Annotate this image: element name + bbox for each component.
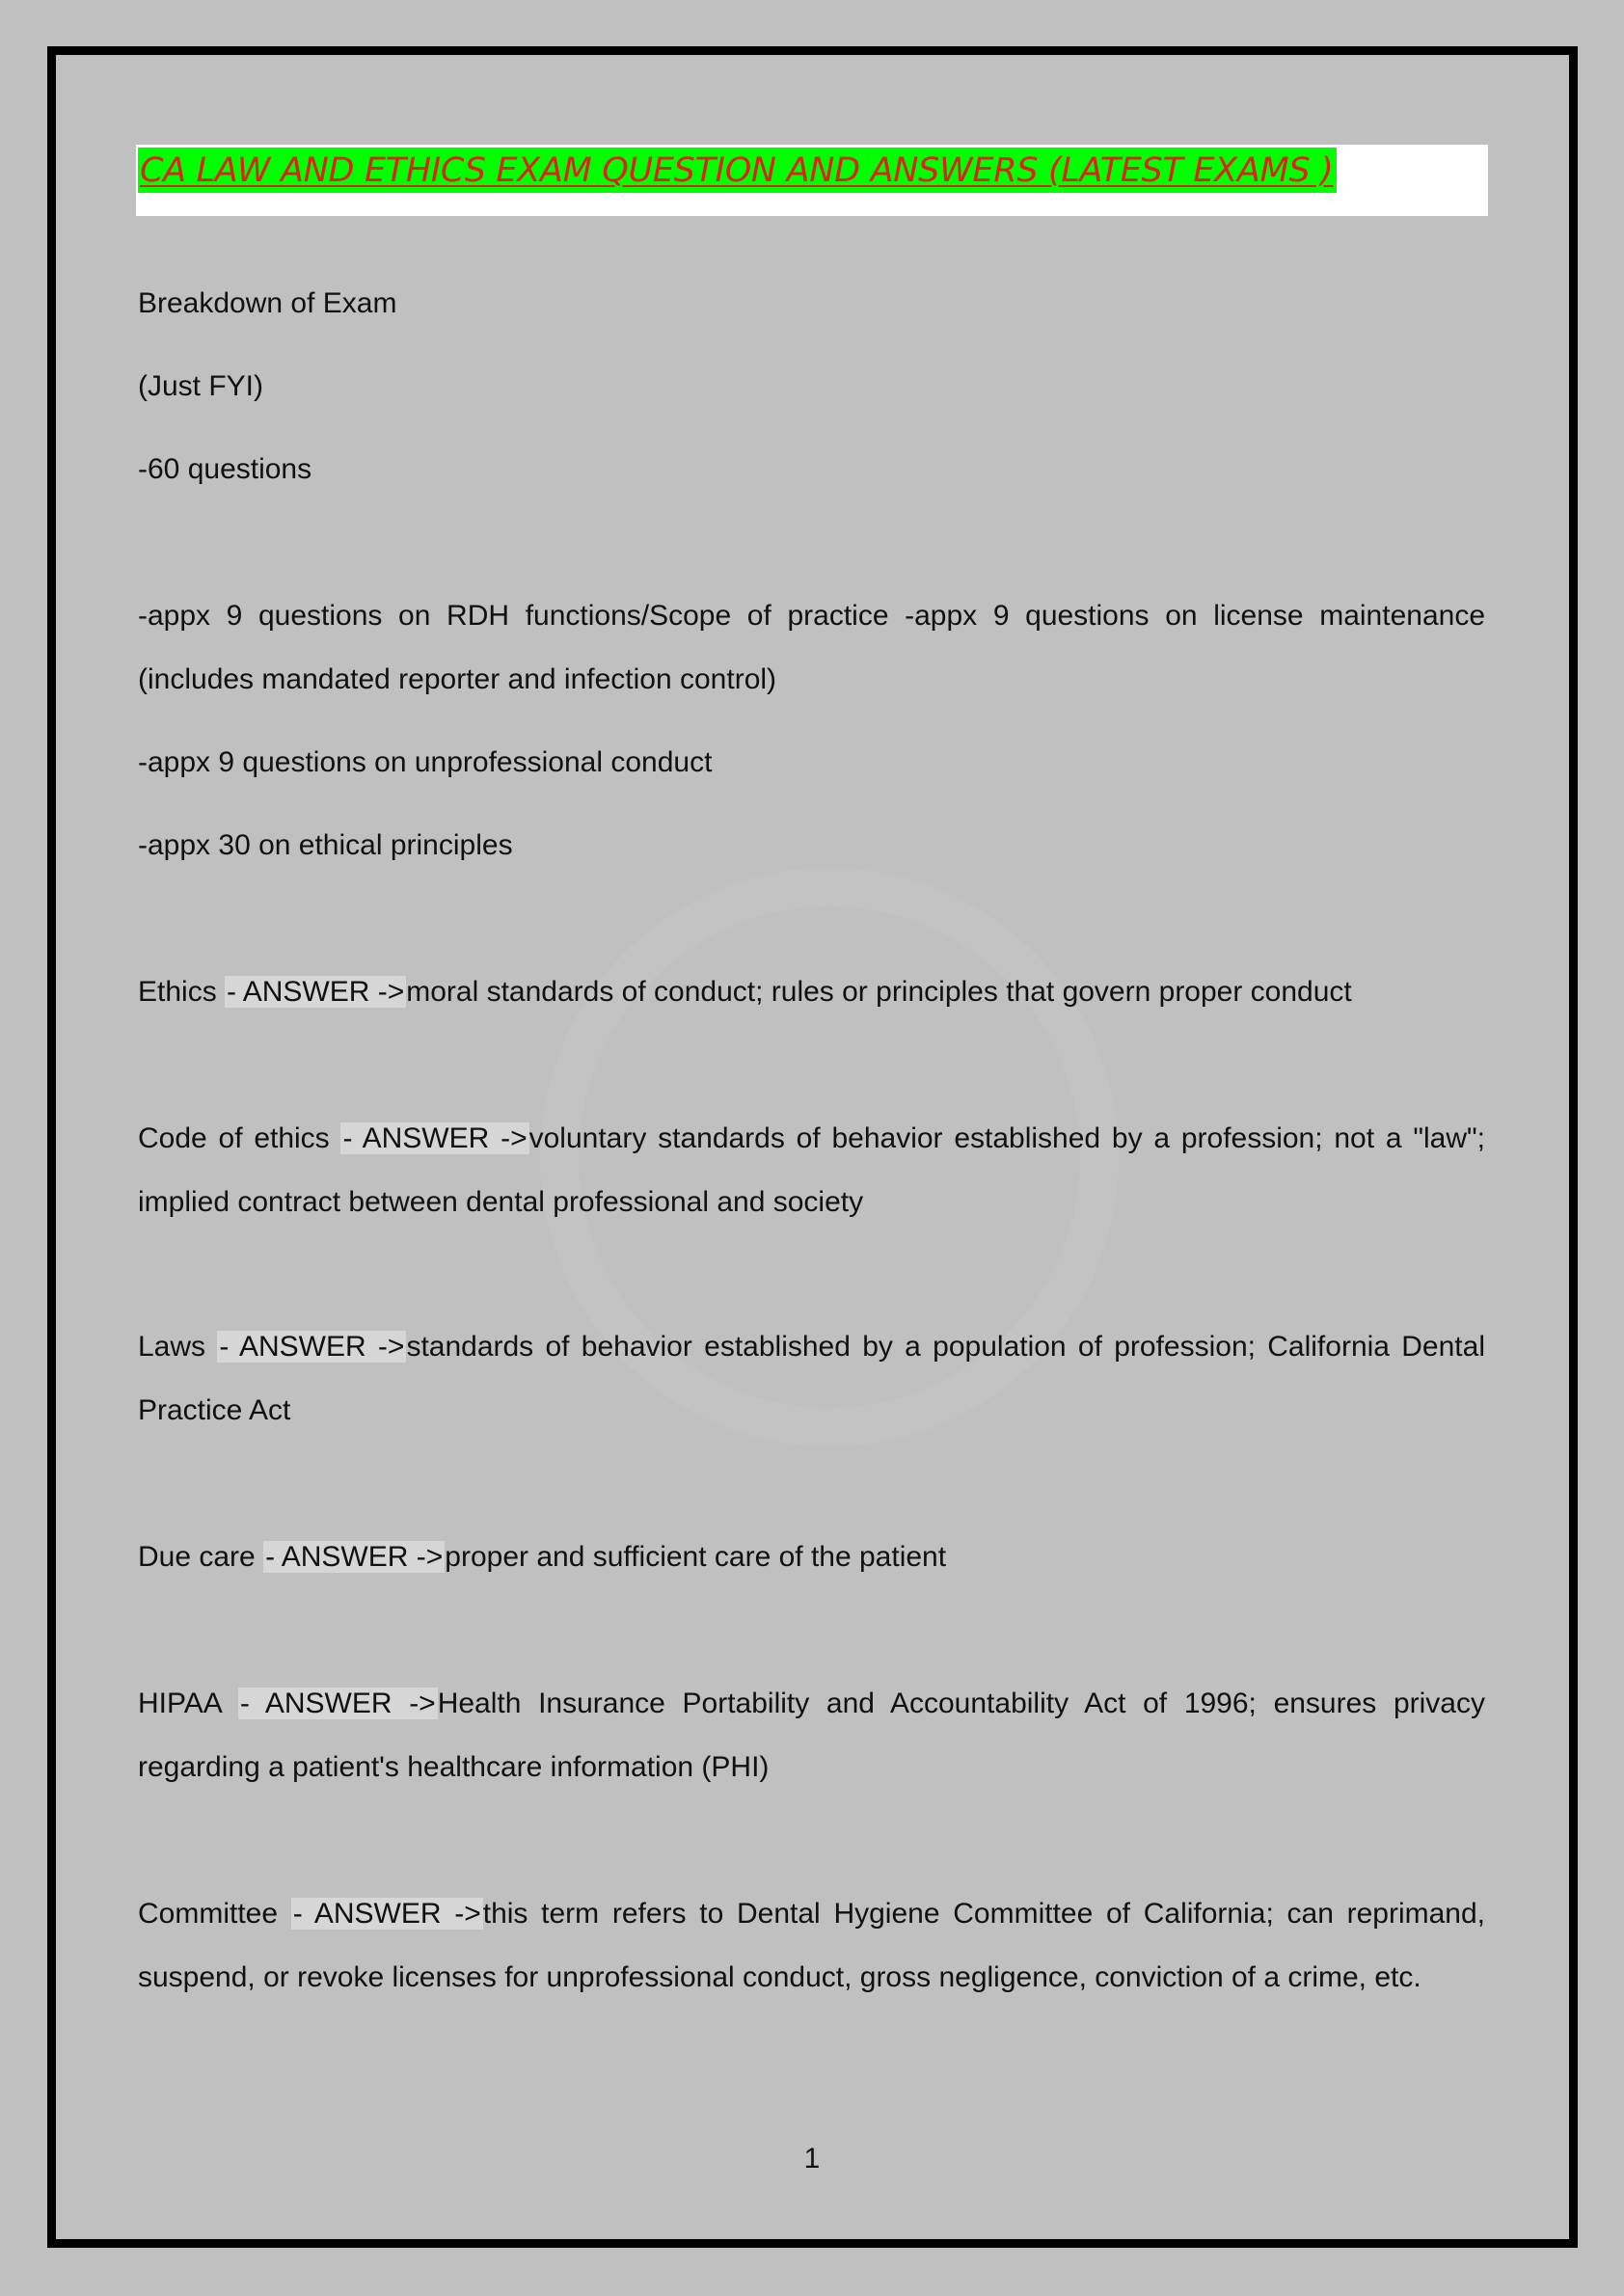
qa-entry-code-of-ethics — [138, 1107, 1485, 1234]
page-number: 1 — [803, 2143, 821, 2174]
qa-term: Due care — [138, 1541, 264, 1573]
title-highlight — [138, 148, 1337, 193]
qa-answer: standards of behavior established by a population of profession; California Dental Practice Act — [138, 1331, 1485, 1426]
breakdown-line: Breakdown of Exam — [138, 287, 397, 319]
qa-answer: Health Insurance Portability and Accountability Act of 1996; ensures privacy regarding a patient's healthcare information (PHI) — [138, 1688, 1485, 1783]
qa-answer: voluntary standards of behavior established by a profession; not a "law"; implied contract between dental professional and society — [138, 1122, 1485, 1218]
qa-term: Ethics — [138, 976, 226, 1008]
qa-entry-due-care — [138, 1526, 1485, 1589]
qa-answer: proper and sufficient care of the patient — [445, 1541, 947, 1573]
qa-term: Laws — [138, 1331, 218, 1363]
functions-paragraph: -appx 9 questions on RDH functions/Scope of practice -appx 9 questions on license maintenance (includes mandated reporter and infection control) — [138, 600, 1485, 695]
answer-marker: - ANSWER -> — [227, 976, 405, 1008]
ethical-line: -appx 30 on ethical principles — [138, 829, 513, 861]
title-bar — [136, 145, 1488, 216]
answer-marker: - ANSWER -> — [342, 1122, 528, 1154]
qa-term: HIPAA — [138, 1688, 238, 1719]
qa-answer: this term refers to Dental Hygiene Committee of California; can reprimand, suspend, or revoke licenses for unprofessional conduct, gross negligence, conviction of a crime, etc. — [138, 1898, 1485, 1993]
qa-entry-ethics — [138, 960, 1485, 1024]
questions-count-line: -60 questions — [138, 453, 312, 485]
qa-term: Code of ethics — [138, 1122, 341, 1154]
answer-marker: - ANSWER -> — [292, 1898, 481, 1930]
unprofessional-line: -appx 9 questions on unprofessional conduct — [138, 746, 713, 778]
qa-entry-laws — [138, 1315, 1485, 1443]
answer-marker: - ANSWER -> — [239, 1688, 436, 1719]
document-title: CA LAW AND ETHICS EXAM QUESTION AND ANSWERS (LATEST EXAMS ) — [140, 150, 1334, 190]
answer-marker: - ANSWER -> — [219, 1331, 405, 1363]
qa-answer: moral standards of conduct; rules or principles that govern proper conduct — [406, 976, 1352, 1008]
fyi-line: (Just FYI) — [138, 370, 264, 402]
qa-entry-committee — [138, 1882, 1485, 2010]
answer-marker: - ANSWER -> — [265, 1541, 444, 1573]
qa-term: Committee — [138, 1898, 291, 1930]
qa-entry-hipaa — [138, 1672, 1485, 1799]
